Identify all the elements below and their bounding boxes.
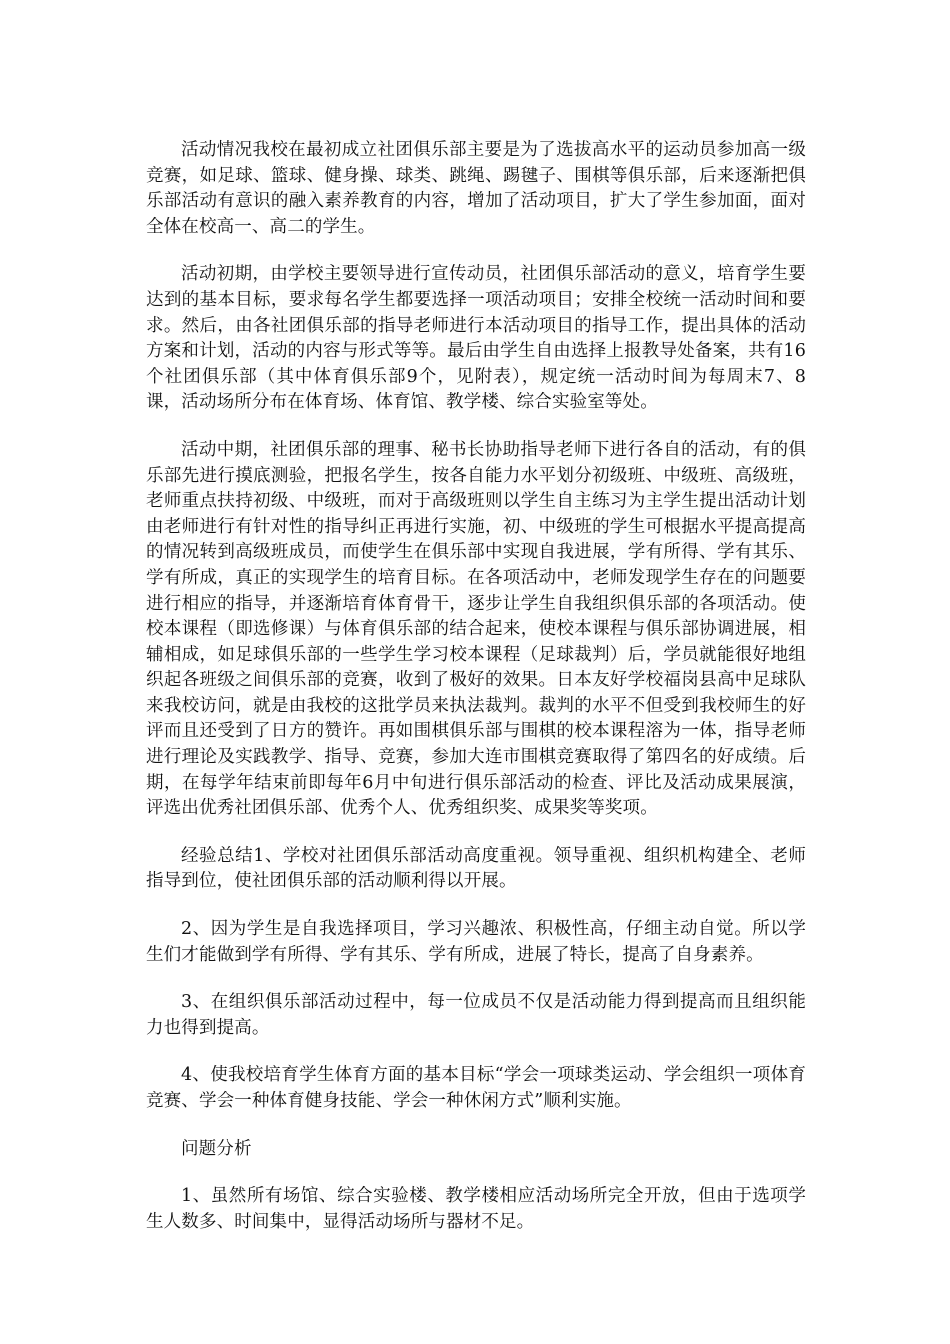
- paragraph-early-stage: 活动初期，由学校主要领导进行宣传动员，社团俱乐部活动的意义，培育学生要达到的基本目标，要求每名学生都要选择一项活动项目；安排全校统一活动时间和要求。然后，由各社团俱乐部的指导老师进行本活动项目的指导工作，提出具体的活动方案和计划，活动的内容与形式等等。最后由学生自由选择上报教导处备案，共有16个社团俱乐部（其中体育俱乐部9个，见附表），规定统一活动时间为每周末7、8课，活动场所分布在体育场、体育馆、教学楼、综合实验室等处。: [146, 264, 806, 413]
- paragraph-middle-stage: 活动中期，社团俱乐部的理事、秘书长协助指导老师下进行各自的活动，有的俱乐部先进行摸底测验，把报名学生，按各自能力水平划分初级班、中级班、高级班，老师重点扶持初级、中级班，而对于高级班则以学生自主练习为主学生提出活动计划由老师进行有针对性的指导纠正再进行实施，初、中级班的学生可根据水平提高提高的情况转到高级班成员，而使学生在俱乐部中实现自我进展，学有所得、学有其乐、学有所成，真正的实现学生的培育目标。在各项活动中，老师发现学生存在的问题要进行相应的指导，并逐渐培育体育骨干，逐步让学生自我组织俱乐部的各项活动。使校本课程（即选修课）与体育俱乐部的结合起来，使校本课程与俱乐部协调进展，相辅相成，如足球俱乐部的一些学生学习校本课程（足球裁判）后，学员就能很好地组织起各班级之间俱乐部的竞赛，收到了极好的效果。日本友好学校福岗县高中足球队来我校访问，就是由我校的这批学员来执法裁判。裁判的水平不但受到我校师生的好评而且还受到了日方的赞许。再如围棋俱乐部与围棋的校本课程溶为一体，指导老师进行理论及实践教学、指导、竞赛，参加大连市围棋竞赛取得了第四名的好成绩。后期，在每学年结束前即每年6月中旬进行俱乐部活动的检查、评比及活动成果展演，评选出优秀社团俱乐部、优秀个人、优秀组织奖、成果奖等奖项。: [146, 439, 806, 819]
- document-body: [146, 138, 806, 1257]
- paragraph-experience-4: 4、使我校培育学生体育方面的基本目标“学会一项球类运动、学会组织一项体育竞赛、学会一种体育健身技能、学会一种休闲方式”顺利实施。: [146, 1065, 806, 1111]
- paragraph-experience-3: 3、在组织俱乐部活动过程中，每一位成员不仅是活动能力得到提高而且组织能力也得到提高。: [146, 992, 806, 1038]
- paragraph-experience-2: 2、因为学生是自我选择项目，学习兴趣浓、积极性高，仔细主动自觉。所以学生们才能做到学有所得、学有其乐、学有所成，进展了特长，提高了自身素养。: [146, 919, 806, 965]
- section-heading-problem-analysis: 问题分析: [181, 1138, 252, 1159]
- paragraph-activity-overview: 活动情况我校在最初成立社团俱乐部主要是为了选拔高水平的运动员参加高一级竞赛，如足球、篮球、健身操、球类、跳绳、踢毽子、围棋等俱乐部，后来逐渐把俱乐部活动有意识的融入素养教育的内容，增加了活动项目，扩大了学生参加面，面对全体在校高一、高二的学生。: [146, 140, 806, 237]
- paragraph-experience-1: 经验总结1、学校对社团俱乐部活动高度重视。领导重视、组织机构建全、老师指导到位，使社团俱乐部的活动顺利得以开展。: [146, 845, 806, 892]
- paragraph-problem-1: 1、虽然所有场馆、综合实验楼、教学楼相应活动场所完全开放，但由于选项学生人数多、时间集中，显得活动场所与器材不足。: [146, 1186, 806, 1232]
